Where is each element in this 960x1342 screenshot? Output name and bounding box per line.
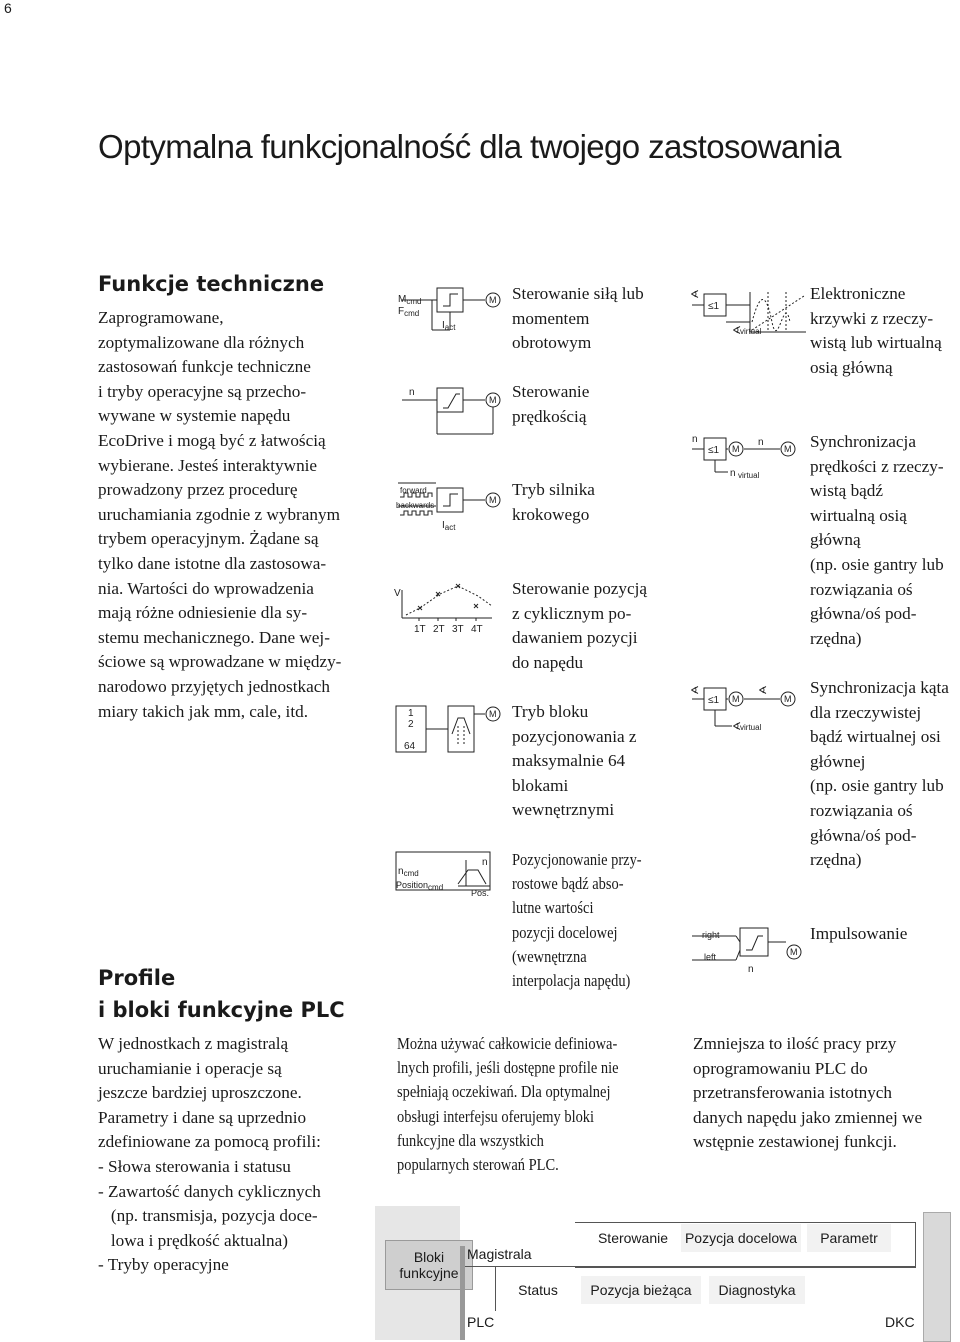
svg-text:ncmd (398, 866, 419, 878)
page-title: Optymalna funkcjonalność dla twojego zastosowania (98, 128, 841, 165)
technical-line: mają różne odniesienie dla sy- (98, 603, 308, 623)
mode-line: Sterowanie (512, 382, 590, 401)
diagram-i-label: I (442, 320, 445, 331)
technical-line: ściowe są wprowadzane w między- (98, 652, 342, 672)
diagram-n-label: n (398, 866, 404, 877)
diagram-f-label: F (398, 306, 405, 317)
profiles-line: - Słowa sterowania i statusu (98, 1156, 291, 1176)
diagnostics-box: Diagnostyka (709, 1276, 805, 1304)
svg-text:Iact (442, 520, 456, 532)
svg-text:Fcmd (398, 306, 419, 318)
le1-label: ≤1 (708, 695, 720, 706)
profiles-line: (np. transmisja, pozycja doce- (98, 1206, 318, 1226)
actual-position-box: Pozycja bieżąca (581, 1276, 701, 1304)
mode-line: Impulsowanie (810, 924, 908, 943)
mode-line: rzędna) (810, 850, 862, 870)
technical-line: EcoDrive i mogą być z łatwością (98, 430, 326, 450)
diagram-n-label: n (748, 964, 754, 972)
profiles-line: W jednostkach z magistralą (98, 1034, 289, 1053)
block-64-label: 64 (404, 741, 416, 752)
control-box: Sterowanie (591, 1224, 675, 1252)
block-2-label: 2 (408, 719, 414, 730)
mode-stepper (512, 478, 595, 527)
le1-label: ≤1 (708, 301, 720, 312)
profiles-line: lowa i prędkość aktualna) (98, 1230, 288, 1250)
profiles-line: - Zawartość danych cyklicznych (98, 1181, 321, 1201)
jog-right-label: right (702, 930, 720, 940)
custom-profiles-text (397, 1032, 619, 1177)
mode-line: prędkością (512, 406, 587, 426)
mode-line: Synchronizacja (810, 432, 916, 451)
svg-text:∢: ∢ (732, 325, 742, 337)
technical-line: zastosowań funkcje techniczne (98, 357, 311, 377)
mode-line: lutne wartości (512, 898, 594, 918)
mode-line: główną (810, 530, 861, 550)
synchronization-diagrams (688, 282, 808, 972)
motor-icon: M (732, 444, 740, 454)
mode-line: interpolacja napędu) (512, 971, 631, 991)
right-line: danych napędu jako zmiennej we (693, 1107, 923, 1127)
technical-line: wywane w systemie napędu (98, 406, 291, 426)
mode-line: wirtualną osią (810, 505, 907, 525)
mode-line: wistą lub wirtualną (810, 333, 942, 353)
mode-line: (np. osie gantry lub (810, 776, 944, 796)
diagram-cmd-label: cmd (403, 869, 419, 878)
mode-line: dawaniem pozycji (512, 628, 638, 648)
dkc-label: DKC (885, 1314, 915, 1330)
mode-electronic-cams (810, 282, 942, 380)
middle-line: lnych profili, jeśli dostępne profile nie (397, 1058, 619, 1078)
virtual-label: virtual (738, 471, 760, 480)
mode-line: rozwiązania oś (810, 800, 913, 820)
diagram-n-label: n (730, 468, 736, 479)
profiles-line: Parametry i dane są uprzednio (98, 1107, 307, 1127)
mode-line: krzywki z rzeczy- (810, 308, 934, 328)
mode-line: główna/oś pod- (810, 825, 917, 845)
middle-line: Można używać całkowicie definiowa- (397, 1034, 618, 1053)
right-line: oprogramowaniu PLC do (693, 1058, 868, 1078)
mode-line: Tryb bloku (512, 702, 589, 721)
le1-label: ≤1 (708, 445, 720, 456)
diagram-3t-label: 3T (452, 624, 464, 635)
mode-line: osią główną (810, 357, 893, 377)
mode-line: wistą bądź (810, 481, 884, 501)
mode-line: prędkości z rzeczy- (810, 456, 944, 476)
mode-line: rostowe bądź abso- (512, 874, 624, 894)
jog-left-label: left (704, 952, 717, 962)
svg-text:∢: ∢ (732, 721, 742, 733)
motor-icon: M (489, 295, 497, 305)
mode-line: (np. osie gantry lub (810, 554, 944, 574)
mode-line: głównej (810, 751, 866, 771)
technical-line: trybem operacyjnym. Żądane są (98, 529, 319, 549)
diagram-position-label: Position (396, 880, 429, 890)
diagram-n-label: n (482, 857, 488, 868)
virtual-label: virtual (740, 723, 762, 732)
diagram-i-label: I (442, 520, 445, 531)
mode-line: (wewnętrzna (512, 946, 587, 966)
mode-line: bądź wirtualnej osi (810, 727, 941, 747)
svg-text:∢: ∢ (758, 685, 768, 697)
diagram-m-label: M (398, 294, 407, 305)
profiles-line: jeszcze bardziej uproszczone. (98, 1083, 302, 1103)
motor-icon: M (489, 395, 497, 405)
diagram-v-label: V (394, 588, 401, 599)
profiles-heading-2: i bloki funkcyjne PLC (98, 998, 345, 1022)
mode-line: do napędu (512, 652, 584, 672)
diagram-backwards-label: backwards (396, 501, 435, 510)
diagram-2t-label: 2T (433, 624, 445, 635)
profiles-line: - Tryby operacyjne (98, 1255, 229, 1275)
technical-line: i tryby operacyjne są przecho- (98, 381, 307, 401)
mode-line: momentem (512, 308, 590, 328)
mode-line: dla rzeczywistej (810, 702, 922, 722)
diagram-n-label: n (409, 387, 415, 398)
motor-icon: M (790, 947, 798, 957)
mode-line: wewnętrznymi (512, 800, 615, 820)
parameter-box: Parametr (807, 1224, 891, 1252)
mode-line: główna/oś pod- (810, 604, 917, 624)
technical-line: miary takich jak mm, cale, itd. (98, 701, 309, 721)
technical-heading: Funkcje techniczne (98, 272, 325, 296)
middle-line: obsługi interfejsu oferujemy bloki (397, 1106, 595, 1126)
mode-line: pozycjonowania z (512, 726, 637, 746)
motor-icon: M (732, 694, 740, 704)
right-line: wstępnie zestawionej funkcji. (693, 1132, 897, 1152)
mode-line: z cyklicznym po- (512, 603, 632, 623)
technical-line: nia. Wartości do wprowadzenia (98, 578, 314, 598)
svg-text:Mcmd (398, 294, 421, 306)
mode-line: obrotowym (512, 333, 592, 353)
mode-angle-sync (810, 676, 949, 873)
mode-speed-sync (810, 430, 944, 651)
technical-line: uruchamiania zgodnie z wybranym (98, 504, 340, 524)
middle-line: popularnych sterowań PLC. (397, 1155, 559, 1175)
mode-line: pozycji docelowej (512, 922, 618, 942)
middle-line: funkcyjne dla wszystkich (397, 1130, 544, 1150)
mode-block-positioning (512, 700, 637, 823)
technical-line: zoptymalizowane dla różnych (98, 332, 305, 352)
mode-cyclic-position (512, 577, 647, 675)
mode-torque-control (512, 282, 644, 356)
profiles-heading-1: Profile (98, 966, 176, 990)
function-blocks-label-2: funkcyjne (399, 1265, 459, 1281)
mode-line: Tryb silnika (512, 480, 595, 499)
diagram-n-label: n (692, 434, 698, 445)
mode-line: blokami (512, 775, 569, 795)
profiles-text (98, 1032, 321, 1278)
function-blocks-label-1: Bloki (413, 1249, 445, 1265)
mode-line: Sterowanie pozycją (512, 579, 648, 598)
technical-line: prowadzony przez procedurę (98, 480, 298, 500)
plc-label: PLC (467, 1314, 495, 1330)
operating-modes-diagrams (392, 282, 512, 907)
virtual-label: virtual (740, 327, 762, 336)
technical-line: narodowo przyjętych jednostkach (98, 676, 330, 696)
svg-text:∢: ∢ (690, 685, 700, 697)
mode-line: krokowego (512, 504, 590, 524)
diagram-4t-label: 4T (471, 624, 483, 635)
mode-line: Elektroniczne (810, 284, 906, 303)
mode-line: rzędna) (810, 628, 862, 648)
technical-line: wybierane. Jesteś interaktywnie (98, 455, 318, 475)
mode-line: rozwiązania oś (810, 579, 913, 599)
diagram-act-label: act (444, 323, 456, 332)
motor-icon: M (489, 495, 497, 505)
mode-interpolation (512, 848, 642, 993)
diagram-pos-label: Pos. (471, 888, 490, 898)
profiles-line: zdefiniowane za pomocą profili: (98, 1132, 321, 1152)
middle-line: spełniają oczekiwań. Dla optymalnej (397, 1082, 611, 1102)
technical-line: tylko dane istotne dla zastosowa- (98, 553, 327, 573)
diagram-cmd-label: cmd (406, 297, 422, 306)
mode-line: Sterowanie siłą lub (512, 284, 644, 303)
target-position-box: Pozycja docelowa (681, 1224, 801, 1252)
technical-line: stemu mechanicznego. Dane wej- (98, 627, 330, 647)
right-line: Zmniejsza to ilość pracy przy (693, 1034, 897, 1053)
page-number: 6 (4, 0, 12, 16)
mode-line: Synchronizacja kąta (810, 678, 949, 697)
status-box: Status (503, 1276, 573, 1304)
diagram-cmd-label: cmd (404, 309, 420, 318)
motor-icon: M (784, 444, 792, 454)
motor-icon: M (489, 709, 497, 719)
plc-edge (460, 1246, 465, 1340)
bus-diagram (375, 1206, 960, 1340)
diagram-1t-label: 1T (414, 624, 426, 635)
bus-label: Magistrala (467, 1246, 532, 1262)
motor-icon: M (784, 694, 792, 704)
block-1-label: 1 (408, 708, 414, 719)
mode-line: Pozycjonowanie przy- (512, 850, 642, 869)
right-line: przetransferowania istotnych (693, 1083, 893, 1103)
mode-speed-control (512, 380, 589, 429)
plc-reduction-text (693, 1032, 922, 1155)
technical-text (98, 306, 341, 724)
technical-line: Zaprogramowane, (98, 308, 224, 327)
mode-jog (810, 922, 907, 947)
diagram-n-label: n (758, 437, 764, 448)
diagram-cmd-label: cmd (428, 883, 444, 892)
diagram-act-label: act (444, 523, 456, 532)
svg-text:∢: ∢ (690, 289, 700, 301)
dkc-drive-unit (923, 1212, 951, 1342)
mode-line: maksymalnie 64 (512, 751, 626, 771)
diagram-forward-label: forward (400, 486, 427, 495)
svg-text:Iact (442, 320, 456, 332)
profiles-line: uruchamianie i operacje są (98, 1058, 282, 1078)
